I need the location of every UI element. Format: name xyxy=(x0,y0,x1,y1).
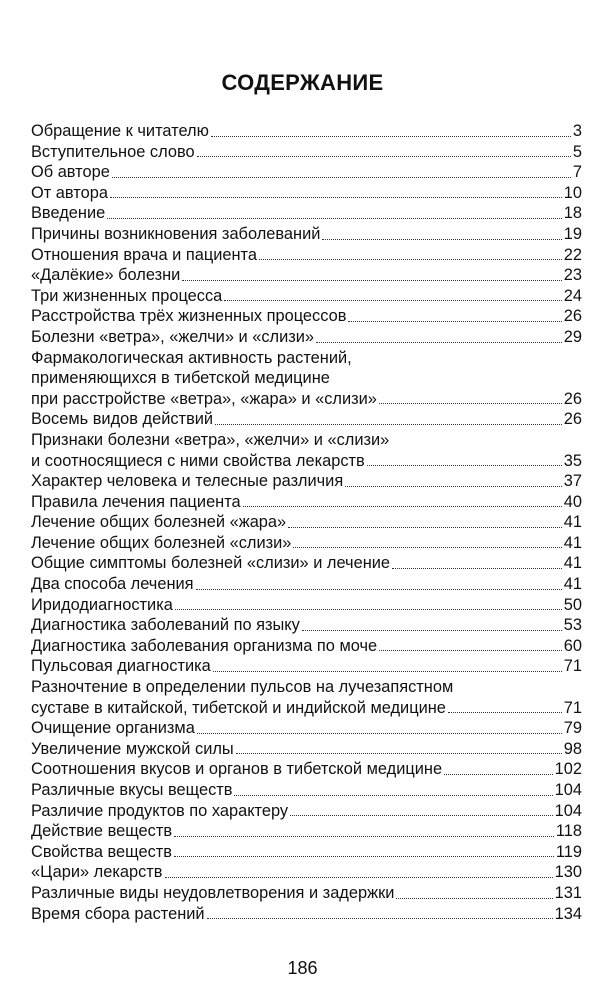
toc-entry-page: 102 xyxy=(554,760,582,779)
toc-entry xyxy=(31,739,582,760)
toc-entry-title: Различие продуктов по характеру xyxy=(31,801,289,820)
toc-entry-page: 24 xyxy=(563,286,582,305)
toc-entry-row xyxy=(31,821,582,842)
toc-entry-title: Общие симптомы болезней «слизи» и лечение xyxy=(31,554,391,573)
toc-entry-title: Введение xyxy=(31,204,106,223)
toc-entry xyxy=(31,821,582,842)
table-of-contents xyxy=(31,121,582,924)
toc-entry-row xyxy=(31,636,582,657)
toc-entry-title: Об авторе xyxy=(31,163,110,182)
toc-entry-page: 53 xyxy=(563,616,582,635)
toc-entry-row xyxy=(31,595,582,616)
toc-entry-page: 19 xyxy=(563,224,582,243)
toc-entry-page: 26 xyxy=(563,389,582,408)
toc-entry-page: 41 xyxy=(563,513,582,532)
dot-leader xyxy=(379,403,562,404)
toc-entry-page: 10 xyxy=(563,183,582,202)
toc-entry-row xyxy=(31,801,582,822)
toc-entry-title: Различные вкусы веществ xyxy=(31,781,233,799)
toc-entry-row xyxy=(31,615,582,636)
toc-entry-title: Увеличение мужской силы xyxy=(31,739,234,758)
toc-entry-page: 26 xyxy=(563,410,582,429)
toc-entry-row xyxy=(31,574,582,595)
toc-entry-title: Правила лечения пациента xyxy=(31,492,241,511)
dot-leader xyxy=(367,465,562,466)
toc-entry-page: 41 xyxy=(563,575,582,594)
toc-entry-row xyxy=(31,389,582,410)
toc-entry-row xyxy=(31,327,582,348)
toc-entry-page: 41 xyxy=(563,533,582,552)
toc-entry-page: 104 xyxy=(554,781,582,799)
toc-entry-row xyxy=(31,203,582,224)
toc-entry-row xyxy=(31,759,582,780)
toc-entry-page: 104 xyxy=(554,801,582,820)
toc-entry xyxy=(31,718,582,739)
page-title: СОДЕРЖАНИЕ xyxy=(221,70,384,95)
dot-leader xyxy=(165,877,553,878)
toc-entry-title: суставе в китайской, тибетской и индийской медицине xyxy=(31,698,446,717)
toc-entry-page: 35 xyxy=(563,451,582,470)
toc-entry xyxy=(31,656,582,677)
toc-entry xyxy=(31,904,582,925)
toc-entry xyxy=(31,306,582,327)
toc-entry xyxy=(31,677,582,718)
dot-leader xyxy=(197,733,562,734)
toc-entry xyxy=(31,265,582,286)
toc-entry-row xyxy=(31,142,582,163)
toc-entry xyxy=(31,409,582,430)
dot-leader xyxy=(288,527,562,528)
toc-entry-page: 50 xyxy=(563,595,582,614)
toc-entry xyxy=(31,553,582,574)
toc-entry-page: 131 xyxy=(554,883,582,902)
toc-entry-row xyxy=(31,451,582,472)
toc-entry-title-line: Фармакологическая активность растений, xyxy=(31,348,352,367)
dot-leader xyxy=(211,136,571,137)
toc-entry-page: 118 xyxy=(555,822,582,841)
toc-entry-row xyxy=(31,121,582,142)
toc-entry-page: 134 xyxy=(554,904,582,923)
dot-leader xyxy=(302,630,562,631)
toc-entry-page: 3 xyxy=(572,122,582,140)
toc-entry-page: 40 xyxy=(563,492,582,511)
toc-entry-title: Соотношения вкусов и органов в тибетской медицине xyxy=(31,760,443,779)
toc-entry-row xyxy=(31,245,582,266)
toc-entry xyxy=(31,595,582,616)
page-number: 186 xyxy=(287,958,318,978)
toc-entry-title: Пульсовая диагностика xyxy=(31,657,211,676)
toc-entry xyxy=(31,512,582,533)
toc-entry-title: Два способа лечения xyxy=(31,575,194,594)
dot-leader xyxy=(259,259,562,260)
dot-leader xyxy=(444,774,553,775)
toc-entry-title: Очищение организма xyxy=(31,719,195,738)
toc-entry xyxy=(31,533,582,554)
toc-entry-page: 98 xyxy=(563,739,582,758)
dot-leader xyxy=(174,836,554,837)
dot-leader xyxy=(316,342,562,343)
toc-entry-page: 60 xyxy=(563,636,582,655)
dot-leader xyxy=(107,218,562,219)
toc-entry-page: 5 xyxy=(572,142,582,161)
toc-entry-row xyxy=(31,409,582,430)
toc-entry-page: 130 xyxy=(554,863,582,882)
toc-entry-row xyxy=(31,286,582,307)
toc-entry-page: 41 xyxy=(563,554,582,573)
toc-entry xyxy=(31,245,582,266)
toc-entry-row xyxy=(31,698,582,719)
toc-entry-title: Лечение общих болезней «жара» xyxy=(31,513,287,532)
toc-entry xyxy=(31,574,582,595)
dot-leader xyxy=(348,321,561,322)
toc-entry xyxy=(31,801,582,822)
dot-leader xyxy=(213,671,562,672)
toc-entry-title: Причины возникновения заболеваний xyxy=(31,224,321,243)
toc-entry xyxy=(31,883,582,904)
toc-entry-title: при расстройстве «ветра», «жара» и «слизи» xyxy=(31,389,377,408)
toc-entry-row xyxy=(31,183,582,204)
toc-entry-row xyxy=(31,265,582,286)
dot-leader xyxy=(392,568,562,569)
dot-leader xyxy=(243,506,562,507)
dot-leader xyxy=(396,898,552,899)
dot-leader xyxy=(234,795,552,796)
toc-entry-row xyxy=(31,533,582,554)
dot-leader xyxy=(207,918,553,919)
toc-entry-row xyxy=(31,904,582,925)
toc-entry xyxy=(31,286,582,307)
dot-leader xyxy=(224,300,561,301)
toc-entry xyxy=(31,327,582,348)
toc-entry-title: Действие веществ xyxy=(31,822,173,841)
toc-entry-page: 79 xyxy=(563,719,582,738)
toc-entry xyxy=(31,348,582,410)
toc-entry-row xyxy=(31,842,582,863)
toc-entry-row xyxy=(31,656,582,677)
toc-entry-title: «Цари» лекарств xyxy=(31,863,163,882)
toc-entry xyxy=(31,121,582,142)
dot-leader xyxy=(236,753,562,754)
dot-leader xyxy=(110,197,562,198)
toc-entry-title: Свойства веществ xyxy=(31,842,172,861)
dot-leader xyxy=(196,589,562,590)
toc-entry-row xyxy=(31,883,582,904)
toc-entry-title: Болезни «ветра», «желчи» и «слизи» xyxy=(31,327,315,346)
toc-entry-title: Восемь видов действий xyxy=(31,410,214,429)
toc-entry-title: Отношения врача и пациента xyxy=(31,245,257,264)
toc-entry-page: 22 xyxy=(563,245,582,264)
toc-entry-title-line: Признаки болезни «ветра», «желчи» и «слизи» xyxy=(31,430,390,449)
toc-entry-row xyxy=(31,862,582,883)
toc-entry xyxy=(31,224,582,245)
toc-entry xyxy=(31,780,582,801)
toc-entry-title: Диагностика заболеваний по языку xyxy=(31,616,300,635)
dot-leader xyxy=(290,815,553,816)
toc-entry-row xyxy=(31,553,582,574)
toc-entry-title: и соотносящиеся с ними свойства лекарств xyxy=(31,451,365,470)
toc-entry xyxy=(31,636,582,657)
toc-entry xyxy=(31,862,582,883)
toc-entry xyxy=(31,430,582,471)
toc-entry-row xyxy=(31,512,582,533)
toc-entry-title-line: Разночтение в определении пульсов на лучезапястном xyxy=(31,678,454,697)
toc-entry-page: 37 xyxy=(563,472,582,491)
toc-entry-row xyxy=(31,224,582,245)
dot-leader xyxy=(112,177,571,178)
toc-entry-page: 23 xyxy=(563,266,582,285)
toc-entry xyxy=(31,615,582,636)
toc-entry-row xyxy=(31,471,582,492)
toc-entry-row xyxy=(31,162,582,183)
toc-entry-title: Три жизненных процесса xyxy=(31,286,223,305)
toc-entry xyxy=(31,471,582,492)
dot-leader xyxy=(175,609,562,610)
toc-entry xyxy=(31,183,582,204)
toc-entry-page: 71 xyxy=(563,698,582,717)
toc-entry-title-line: применяющихся в тибетской медицине xyxy=(31,369,330,388)
toc-entry-title: Характер человека и телесные различия xyxy=(31,472,344,491)
toc-entry-title: Иридодиагностика xyxy=(31,595,173,614)
dot-leader xyxy=(448,712,562,713)
dot-leader xyxy=(345,486,562,487)
toc-entry-page: 29 xyxy=(563,327,582,346)
toc-entry-row xyxy=(31,306,582,327)
toc-entry-title: Расстройства трёх жизненных процессов xyxy=(31,307,347,326)
toc-entry-page: 119 xyxy=(555,842,582,861)
dot-leader xyxy=(182,280,561,281)
toc-entry-title: Время сбора растений xyxy=(31,904,205,923)
toc-entry-title: Лечение общих болезней «слизи» xyxy=(31,533,292,552)
toc-entry xyxy=(31,162,582,183)
toc-entry xyxy=(31,492,582,513)
toc-entry xyxy=(31,842,582,863)
dot-leader xyxy=(174,856,554,857)
toc-entry xyxy=(31,759,582,780)
dot-leader xyxy=(215,424,562,425)
toc-entry-row xyxy=(31,718,582,739)
dot-leader xyxy=(197,156,571,157)
toc-entry-row xyxy=(31,492,582,513)
toc-entry xyxy=(31,203,582,224)
toc-entry xyxy=(31,142,582,163)
toc-entry-row xyxy=(31,739,582,760)
toc-entry-title: «Далёкие» болезни xyxy=(31,266,181,285)
toc-entry-page: 71 xyxy=(563,657,582,676)
dot-leader xyxy=(379,650,562,651)
toc-entry-page: 26 xyxy=(563,307,582,326)
dot-leader xyxy=(322,239,561,240)
toc-entry-page: 7 xyxy=(572,163,582,182)
dot-leader xyxy=(293,547,561,548)
toc-entry-row xyxy=(31,780,582,801)
toc-entry-title: Диагностика заболевания организма по моче xyxy=(31,636,378,655)
toc-entry-page: 18 xyxy=(563,204,582,223)
toc-entry-title: Обращение к читателю xyxy=(31,122,209,140)
toc-entry-title: Различные виды неудовлетворения и задержки xyxy=(31,883,395,902)
toc-entry-title: От автора xyxy=(31,183,108,202)
toc-entry-title: Вступительное слово xyxy=(31,142,195,161)
